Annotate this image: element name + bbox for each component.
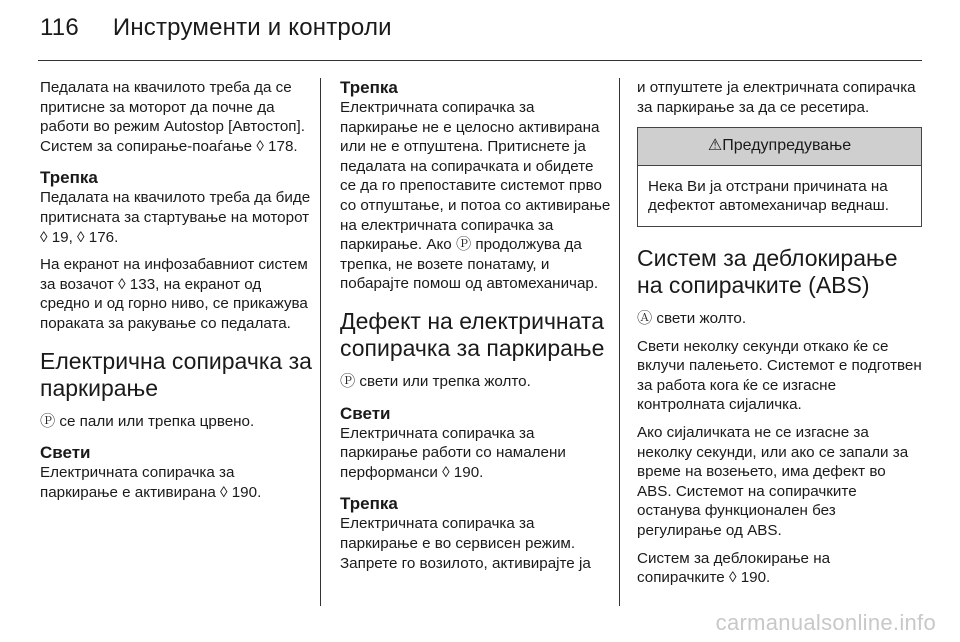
warning-text: Нека Ви ја отстрани причината на дефектот автомеханичар веднаш. [648,177,889,215]
watermark: carmanualsonline.info [715,610,936,635]
column-1 [40,78,312,510]
subheading-flashing: Трепка [340,494,398,514]
paragraph: На екранот на инфозабавниот систем за возачот ◊ 133, на екранот од средно и од горно ниво, се прикажува пораката за ракување со педалата. [40,256,308,332]
paragraph: Електричната сопирачка за паркирање не е целосно активирана или не е отпуштена. Притиснете ја педалата на сопирачката и обидете се да го препоставите системот прво со отпуштање, и потоа со активирање на електричната сопирачка за паркирање. Ако Ⓟ продолжува да трепка, не возете понатаму, и побарајте помош од автомеханичар. [340,99,611,293]
paragraph: Педалата на квачилото треба да се притисне за моторот да почне да работи во режим Autostop [Автостоп]. Систем за сопирање-поаѓање ◊ 178. [40,79,305,155]
paragraph: и отпуштете ја електричната сопирачка за паркирање за да се ресетира. [637,79,916,116]
paragraph: Електричната сопирачка за паркирање е во сервисен режим. Запрете го возилото, активирајте ја [340,515,591,572]
page-title: Инструменти и контроли [112,14,392,41]
subheading-lit: Свети [40,443,91,463]
paragraph: Педалата на квачилото треба да биде притисната за стартување на моторот ◊ 19, ◊ 176. [40,189,311,246]
page-number: 116 [40,14,79,41]
warning-title: ⚠Предупредување [638,128,921,166]
paragraph: Ⓟ се пали или трепка црвено. [40,412,255,430]
paragraph: Свети неколку секунди откако ќе се вклучи палењето. Системот е подготвен за работа кога ќе се изгасне контролната сијаличка. [637,337,922,414]
section-heading-parking-brake: Електрична сопирачка за паркирање [40,347,312,401]
page-header [40,14,392,42]
column-2 [340,78,612,581]
paragraph: Ⓟ свети или трепка жолто. [340,372,531,390]
section-heading-abs: Систем за деблокирање на сопирачките (ABS) [637,244,898,298]
column-divider-1 [320,78,321,606]
warning-box [637,127,922,227]
paragraph: Ако сијаличката не се изгасне за неколку секунди, или ако се запали за време на возењето, има дефект во ABS. Системот на сопирачките останува функционален без регулирање од ABS. [637,423,909,539]
column-3 [637,78,922,596]
paragraph: Електричната сопирачка за паркирање е активирана ◊ 190. [40,464,262,501]
paragraph: Систем за деблокирање на сопирачките ◊ 190. [637,549,831,587]
header-divider [38,60,922,61]
column-divider-2 [619,78,620,606]
subheading-flashing: Трепка [340,78,398,97]
paragraph: Ⓐ свети жолто. [637,309,747,327]
subheading-flashing: Трепка [40,168,98,188]
subheading-lit: Свети [340,403,391,423]
section-heading-parking-brake-fault: Дефект на електричната сопирачка за паркирање [340,307,605,361]
paragraph: Електричната сопирачка за паркирање работи со намалени перформанси ◊ 190. [340,424,566,481]
